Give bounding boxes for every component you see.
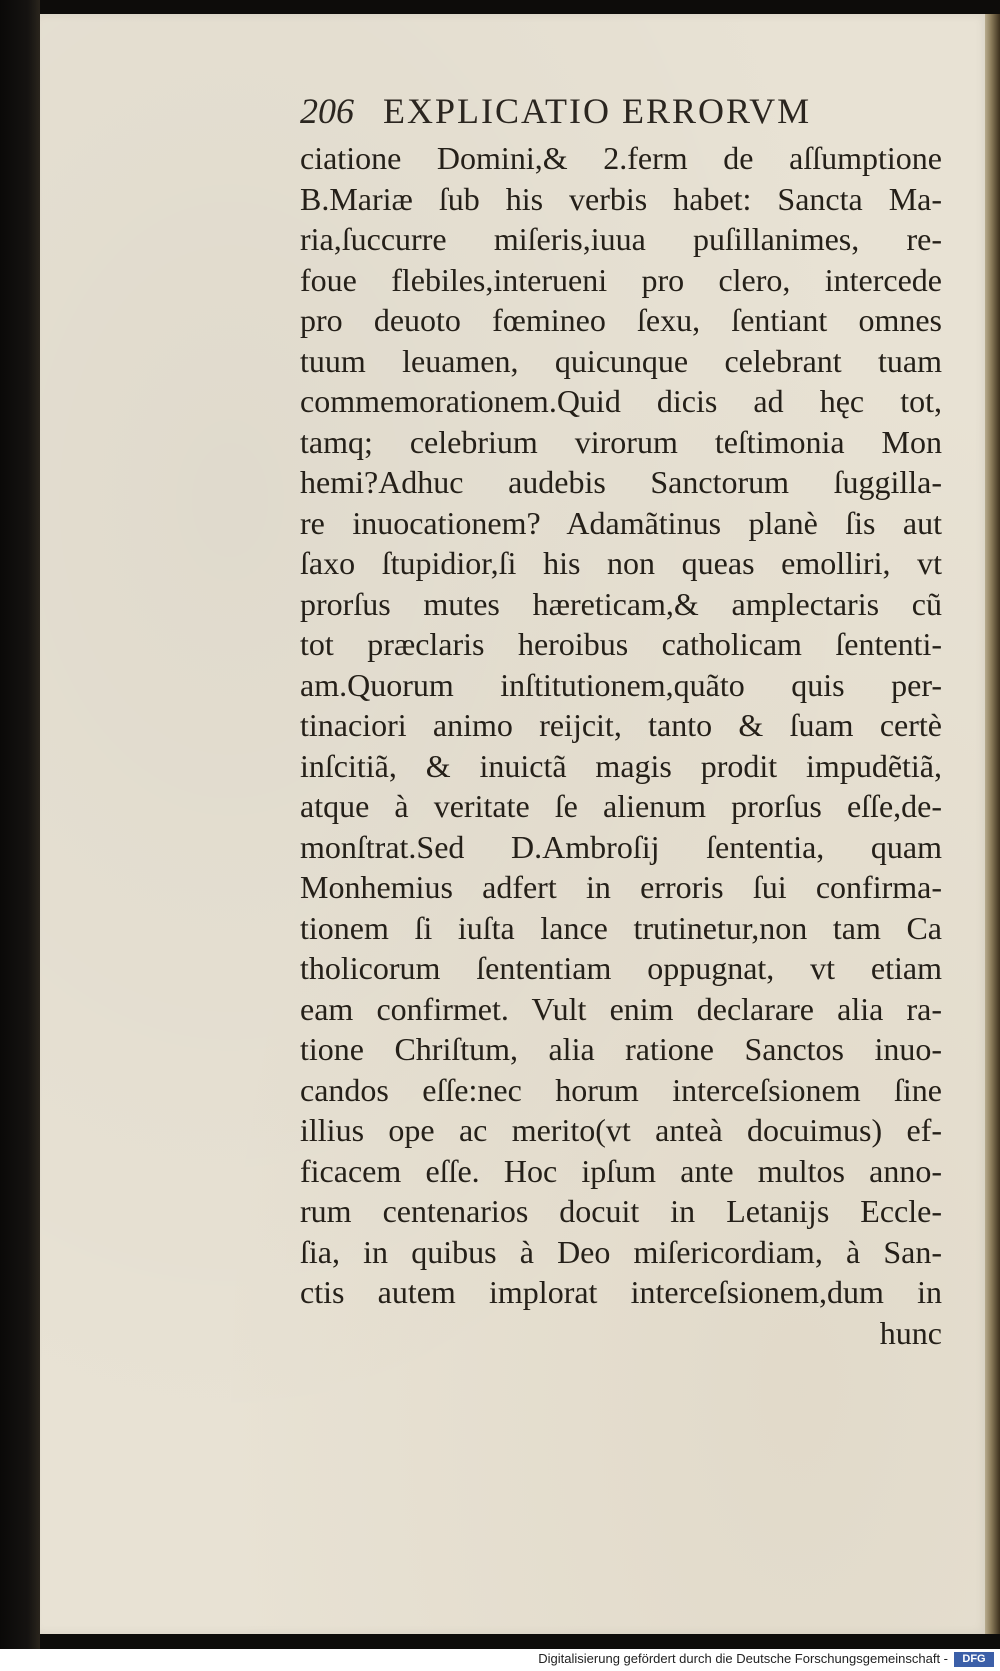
text-line: commemorationem.Quid dicis ad hęc tot, xyxy=(300,383,942,419)
page-edge xyxy=(985,14,1000,1634)
text-line: prorſus mutes hæreticam,& amplectaris cũ xyxy=(300,585,942,622)
text-line: am.Quorum inſtitutionem,quãto quis per- xyxy=(300,666,942,703)
text-line: B.Mariæ ſub his verbis habet: Sancta Ma- xyxy=(300,180,942,217)
text-line: tamq; celebrium virorum teſtimonia Mon xyxy=(300,423,942,460)
text-line: pro deuoto fœmineo ſexu, ſentiant omnes xyxy=(300,302,942,338)
running-title: EXPLICATIO ERRORVM xyxy=(383,91,812,131)
book-spine xyxy=(0,0,40,1671)
page-header xyxy=(300,90,942,138)
text-line: ctis autem implorat interceſsionem,dum in xyxy=(300,1274,942,1310)
text-line: tuum leuamen, quicunque celebrant tuam xyxy=(300,342,942,379)
text-line: tot præclaris heroibus catholicam ſententi- xyxy=(300,626,942,662)
text-line: candos eſſe:nec horum interceſsionem ſine xyxy=(300,1071,942,1108)
text-line: eam confirmet. Vult enim declarare alia ra- xyxy=(300,990,942,1027)
text-line: rum centenarios docuit in Letanijs Eccle- xyxy=(300,1193,942,1229)
text-line: monſtrat.Sed D.Ambroſij ſententia, quam xyxy=(300,828,942,865)
text-line: re inuocationem? Adamãtinus planè ſis aut xyxy=(300,504,942,541)
footer-credit: Digitalisierung gefördert durch die Deutsche Forschungsgemeinschaft - xyxy=(538,1651,948,1666)
text-line: ficacem eſſe. Hoc ipſum ante multos anno- xyxy=(300,1152,942,1189)
text-line: ſia, in quibus à Deo miſericordiam, à San- xyxy=(300,1233,942,1270)
text-line: Monhemius adfert in erroris ſui confirma- xyxy=(300,869,942,905)
text-line: atque à veritate ſe alienum prorſus eſſe,de- xyxy=(300,788,942,824)
text-line: inſcitiã, & inuictã magis prodit impudẽtiã, xyxy=(300,747,942,784)
dfg-logo: DFG xyxy=(954,1652,994,1667)
text-block xyxy=(300,90,942,1353)
body-text xyxy=(300,138,942,1313)
text-line: tione Chriſtum, alia ratione Sanctos inuo- xyxy=(300,1031,942,1067)
text-line: tinaciori animo reijcit, tanto & ſuam certè xyxy=(300,707,942,743)
text-line: ria,ſuccurre miſeris,iuua puſillanimes, re- xyxy=(300,221,942,257)
text-line: illius ope ac merito(vt anteà docuimus) ef- xyxy=(300,1112,942,1148)
text-line: tionem ſi iuſta lance trutinetur,non tam Ca xyxy=(300,909,942,946)
text-line: hemi?Adhuc audebis Sanctorum ſuggilla- xyxy=(300,464,942,500)
text-line: foue flebiles,interueni pro clero, intercede xyxy=(300,261,942,298)
page-number: 206 xyxy=(300,91,354,131)
text-line: tholicorum ſententiam oppugnat, vt etiam xyxy=(300,950,942,986)
catchword: hunc xyxy=(879,1314,942,1351)
text-line: ſaxo ſtupidior,ſi his non queas emolliri, vt xyxy=(300,545,942,581)
text-line: ciatione Domini,& 2.ferm de aſſumptione xyxy=(300,140,942,176)
